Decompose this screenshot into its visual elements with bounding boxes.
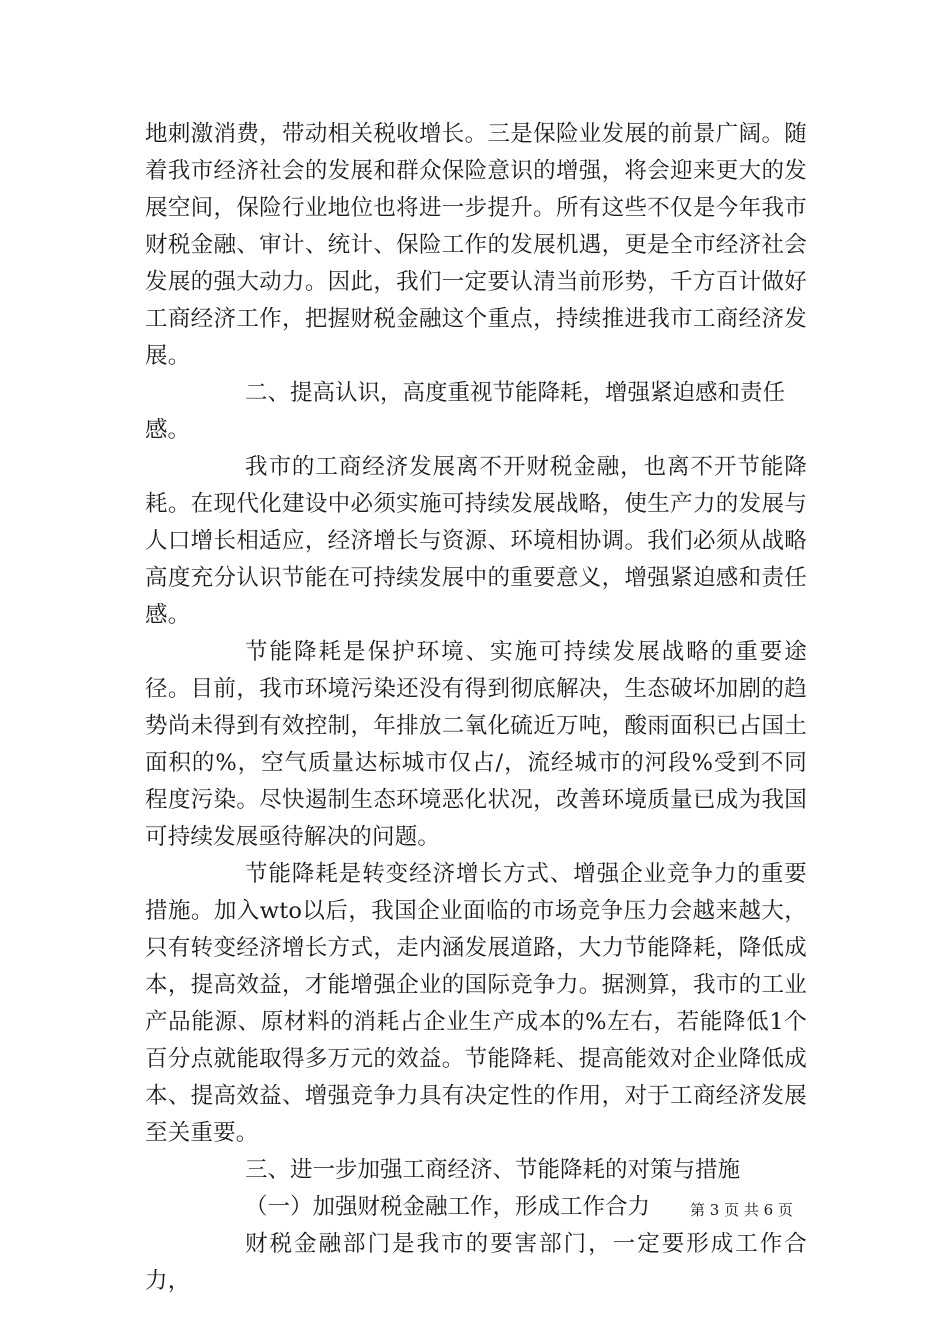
document-body — [145, 116, 807, 1300]
paragraph-finance-departments: 财税金融部门是我市的要害部门，一定要形成工作合力， — [145, 1231, 807, 1294]
paragraph-industry-energy: 我市的工商经济发展离不开财税金融，也离不开节能降耗。在现代化建设中必须实施可持续发展战略，使生产力的发展与人口增长相适应，经济增长与资源、环境相协调。我们必须从战略高度充分认识节能在可持续发展中的重要意义，增强紧迫感和责任感。 — [145, 454, 807, 628]
paragraph-continuation: 地刺激消费，带动相关税收增长。三是保险业发展的前景广阔。随着我市经济社会的发展和群众保险意识的增强，将会迎来更大的发展空间，保险行业地位也将进一步提升。所有这些不仅是今年我市财税金融、审计、统计、保险工作的发展机遇，更是全市经济社会发展的强大动力。因此，我们一定要认清当前形势，千方百计做好工商经济工作，把握财税金融这个重点，持续推进我市工商经济发展。 — [145, 121, 807, 369]
section-heading-3: 三、进一步加强工商经济、节能降耗的对策与措施 — [245, 1157, 741, 1183]
subsection-heading-1: （一）加强财税金融工作，形成工作合力 — [245, 1194, 651, 1220]
section-heading-2: 二、提高认识，高度重视节能降耗，增强紧迫感和责任感。 — [145, 380, 786, 443]
page-number-footer: 第 3 页 共 6 页 — [690, 1201, 793, 1219]
paragraph-environment: 节能降耗是保护环境、实施可持续发展战略的重要途径。目前，我市环境污染还没有得到彻底解决，生态破坏加剧的趋势尚未得到有效控制，年排放二氧化硫近万吨，酸雨面积已占国土面积的%，空气质量达标城市仅占/，流经城市的河段%受到不同程度污染。尽快遏制生态环境恶化状况，改善环境质量已成为我国可持续发展亟待解决的问题。 — [145, 639, 807, 850]
paragraph-competitiveness: 节能降耗是转变经济增长方式、增强企业竞争力的重要措施。加入wto以后，我国企业面临的市场竞争压力会越来越大，只有转变经济增长方式，走内涵发展道路，大力节能降耗，降低成本，提高效益，才能增强企业的国际竞争力。据测算，我市的工业产品能源、原材料的消耗占企业生产成本的%左右，若能降低1个百分点就能取得多万元的效益。节能降耗、提高能效对企业降低成本、提高效益、增强竞争力具有决定性的作用，对于工商经济发展至关重要。 — [145, 861, 807, 1146]
